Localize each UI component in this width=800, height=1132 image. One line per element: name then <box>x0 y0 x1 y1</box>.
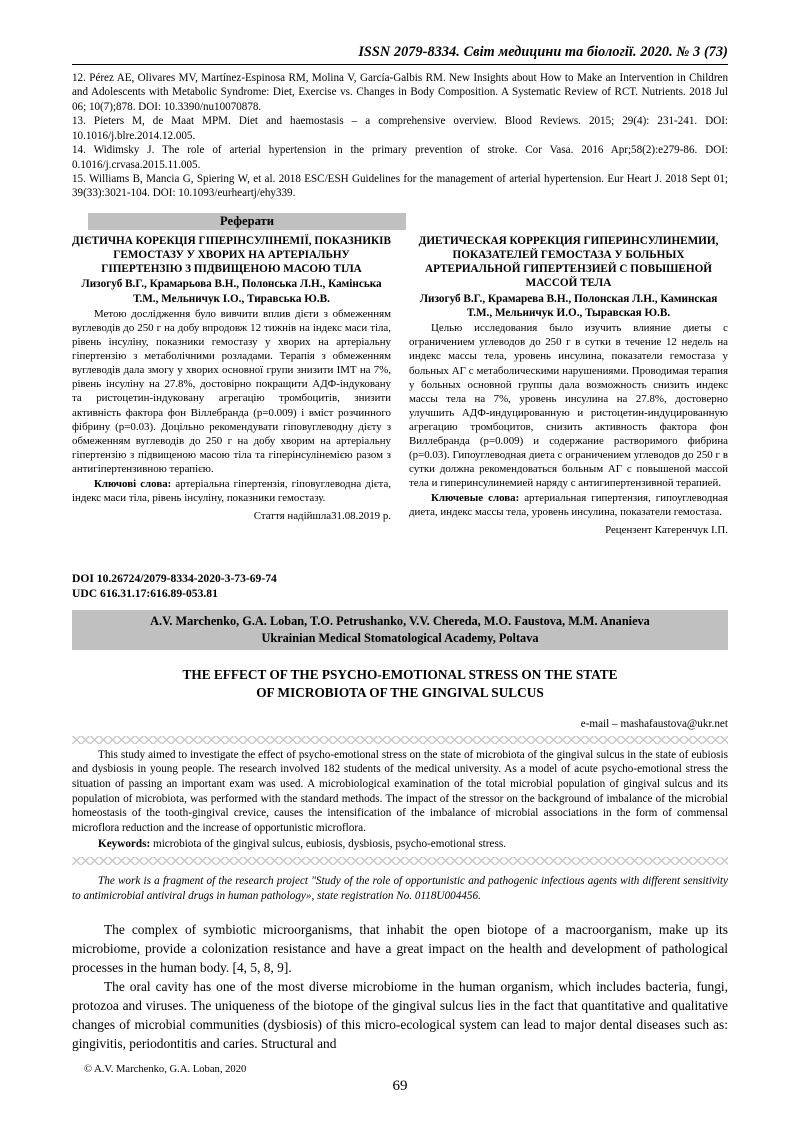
research-project-note <box>72 874 728 904</box>
abstract-uk-keywords-label: Ключові слова: <box>94 477 172 490</box>
article-authors-band <box>72 610 728 649</box>
abstract-uk-authors: Лизогуб В.Г., Крамарьова В.Н., Полонська Л.Н., Камінська Т.М., Мельничук І.О., Тиравська Ю.В. <box>81 278 382 305</box>
abstract-uk-keywords-text: артеріальна гіпертензія, гіповуглеводна дієта, індекс маси тіла, рівень інсуліну, показники гемостазу. <box>72 477 391 504</box>
article-title-line-1: THE EFFECT OF THE PSYCHO-EMOTIONAL STRESS ON THE STATE <box>182 666 618 682</box>
abstract-ru-keywords-label: Ключевые слова: <box>431 492 520 505</box>
page-number: 69 <box>392 1078 408 1094</box>
page-footer <box>72 1064 728 1095</box>
referaty-band-label: Реферати <box>88 213 406 230</box>
reference-item: 12. Pérez AE, Olivares MV, Martínez-Espinosa RM, Molina V, García-Galbis RM. New Insights about How to Make an Intervention in Children and Adolescents with Metabolic Syndrome: Diet, Exercise vs. Changes in Body Composition. A Systematic Review of RCT. Nutrients. 2018 Jul 06; 10(7);878. DOI: 10.3390/nu10070878. <box>72 72 728 113</box>
abstract-columns <box>72 234 728 537</box>
running-head-rule <box>72 64 728 65</box>
abstract-ru-title: ДИЕТИЧЕСКАЯ КОРРЕКЦИЯ ГИПЕРИНСУЛИНЕМИИ, ПОКАЗАТЕЛЕЙ ГЕМОСТАЗА У БОЛЬНЫХ АРТЕРИАЛЬНОЙ ГИПЕРТЕНЗИЕЙ С ПОВЫШЕНОЙ МАССОЙ ТЕЛА <box>418 234 719 290</box>
body-paragraph: The complex of symbiotic microorganisms, that inhabit the open biotope of a macroorganism, make up its microbiome, provide a colonization resistance and have a great impact on the health and development of pathological processes in the human body. [4, 5, 8, 9]. <box>72 922 728 976</box>
article-title-line-2: OF MICROBIOTA OF THE GINGIVAL SULCUS <box>256 684 544 700</box>
article-doi: DOI 10.26724/2079-8334-2020-3-73-69-74 <box>72 572 277 586</box>
abstract-russian <box>409 234 728 537</box>
abstract-ru-keywords <box>409 491 728 519</box>
article-udc: UDC 616.31.17:616.89-053.81 <box>72 587 218 601</box>
article-authors: A.V. Marchenko, G.A. Loban, T.O. Petrushanko, V.V. Chereda, M.O. Faustova, M.M. Ananieva <box>150 614 650 629</box>
article-keywords-label: Keywords: <box>98 837 151 850</box>
reference-item: 14. Widimsky J. The role of arterial hypertension in the primary prevention of stroke. Cor Vasa. 2016 Apr;58(2):e279-86. DOI: 0.1016/j.crvasa.2015.11.005. <box>72 144 728 171</box>
abstract-ru-footnote: Рецензент Катеренчук І.П. <box>605 524 728 537</box>
referaty-section-header <box>72 213 728 230</box>
body-paragraph: The oral cavity has one of the most diverse microbiome in the human organism, which includes bacteria, fungi, protozoa and viruses. The uniqueness of the biotope of the gingival sulcus lies in the fact that quantitative and qualitative changes of microbial communities (dysbiosis) of this micro-ecological system can lead to major dental diseases such as: gingivitis, periodontitis and caries. Structural and <box>72 979 728 1052</box>
zigzag-divider-top <box>72 736 728 744</box>
zigzag-divider-bottom <box>72 857 728 865</box>
reference-item: 13. Pieters M, de Maat MPM. Diet and haemostasis – a comprehensive overview. Blood Reviews. 2015; 29(4): 231-241. DOI: 10.1016/j.blre.2014.12.005. <box>72 115 728 142</box>
abstract-ukrainian <box>72 234 391 537</box>
abstract-ru-authors: Лизогуб В.Г., Крамарева В.Н., Полонская Л.Н., Каминская Т.М., Мельничук И.О., Тыравская Ю.В. <box>419 292 718 319</box>
article-affiliation: Ukrainian Medical Stomatological Academy, Poltava <box>261 630 539 645</box>
abstract-uk-footnote: Стаття надійшла31.08.2019 р. <box>253 509 391 522</box>
running-head: ISSN 2079-8334. Світ медицини та біології. 2020. № 3 (73) <box>358 44 728 60</box>
article-identifiers <box>72 571 728 601</box>
abstract-ru-keywords-text: артериальная гипертензия, гипоуглеводная диета, индекс массы тела, уровень инсулина, показатели гемостаза. <box>409 492 728 519</box>
article-keywords-text: microbiota of the gingival sulcus, eubiosis, dysbiosis, psycho-emotional stress. <box>150 837 506 850</box>
reference-list <box>72 71 728 201</box>
article-abstract-text: This study aimed to investigate the effect of psycho-emotional stress on the state of microbiota of the gingival sulcus in the state of eubiosis and dysbiosis in young people. The research involved 182 students of the medical university. As a model of acute psycho-emotional stress the situation of passing an important exam was used. A microbiological examination of the total microbial population of gingival sulcus and its population of microbiota, was performed with the standard methods. The impact of the stressor on the background of imbalance of the microbial homeostasis of the tooth-gingival crevice, causes the intensification of the imbalance of microbial associations in the form of commensal microflora reduction and the increase of opportunistic microflora. <box>72 748 728 835</box>
abstract-ru-body: Целью исследования было изучить влияние диеты с ограничением углеводов до 250 г в сутки в течение 12 недель на индекс массы тела, уровень инсулина, показатели гемостаза у больных АГ с метаболическими нарушениями. Проводимая терапия у больных основной группы дала возможность снизить индекс массы тела на 7%, уровень инсулина на 27.8%, достоверно улучшить АДФ-индуцированную и ристоцетин-индуцированную агрегацию тромбоцитов, снизить активность фактора фон Виллебранда (р=0.009) и содержание растворимого фибрина (р=0.03). Гипоуглеводная диета с ограничением углеводов до 250 г в сутки должна рекомендоваться больным АГ с повышеной массой тела и гиперинсулинемией наряду с антигипертензивной терапией. <box>409 322 728 490</box>
reference-item: 15. Williams B, Mancia G, Spiering W, et al. 2018 ESC/ESH Guidelines for the management of arterial hypertension. Eur Heart J. 2018 Sept 01; 39(33):3021-104. DOI: 10.1093/eurheartj/ehy339. <box>72 172 728 200</box>
article-title <box>72 666 728 702</box>
article-body <box>72 920 728 1053</box>
corresponding-email[interactable]: e-mail – mashafaustova@ukr.net <box>580 717 728 730</box>
research-project-note-text: The work is a fragment of the research project "Study of the role of opportunistic and pathogenic infectious agents with different sensitivity to antimicrobial antiviral drugs in human pathology», state registration No. 0118U004456. <box>72 875 728 903</box>
abstract-uk-body: Метою дослідження було вивчити вплив дієти з обмеженням вуглеводів до 250 г на добу впродовж 12 тижнів на індекс маси тіла, рівень інсуліну, показники гемостазу у хворих на артеріальну гіпертензію з метаболічними розладами. Терапія з обмеженням вуглеводів дала змогу у хворих основної групи знизити ІМТ на 7%, рівень інсуліну на 27.8%, достовірно покращити АДФ-індуковану та ристоцетин-індуковану агрегацію тромбоцитів, знизити активність фактора фон Віллебранда (р=0.009) і вміст розчинного фібрину (р=0.03). Доцільно рекомендувати гіповуглеводну дієту з обмеженням вуглеводів до 250 г на добу хворим на артеріальну гіпертензію з підвищеною масою тіла та гіперінсулінемією разом з антигіпертензивною терапією. <box>72 308 391 475</box>
abstract-uk-keywords <box>72 477 391 505</box>
article-abstract <box>72 748 728 852</box>
abstract-uk-title: ДІЄТИЧНА КОРЕКЦІЯ ГІПЕРІНСУЛІНЕМІЇ, ПОКАЗНИКІВ ГЕМОСТАЗУ У ХВОРИХ НА АРТЕРІАЛЬНУ ГІПЕРТЕНЗІЮ З ПІДВИЩЕНОЮ МАСОЮ ТІЛА <box>72 234 391 276</box>
copyright-line: © A.V. Marchenko, G.A. Loban, 2020 <box>84 1064 247 1075</box>
article-keywords <box>72 837 728 852</box>
page-content <box>72 44 728 1053</box>
